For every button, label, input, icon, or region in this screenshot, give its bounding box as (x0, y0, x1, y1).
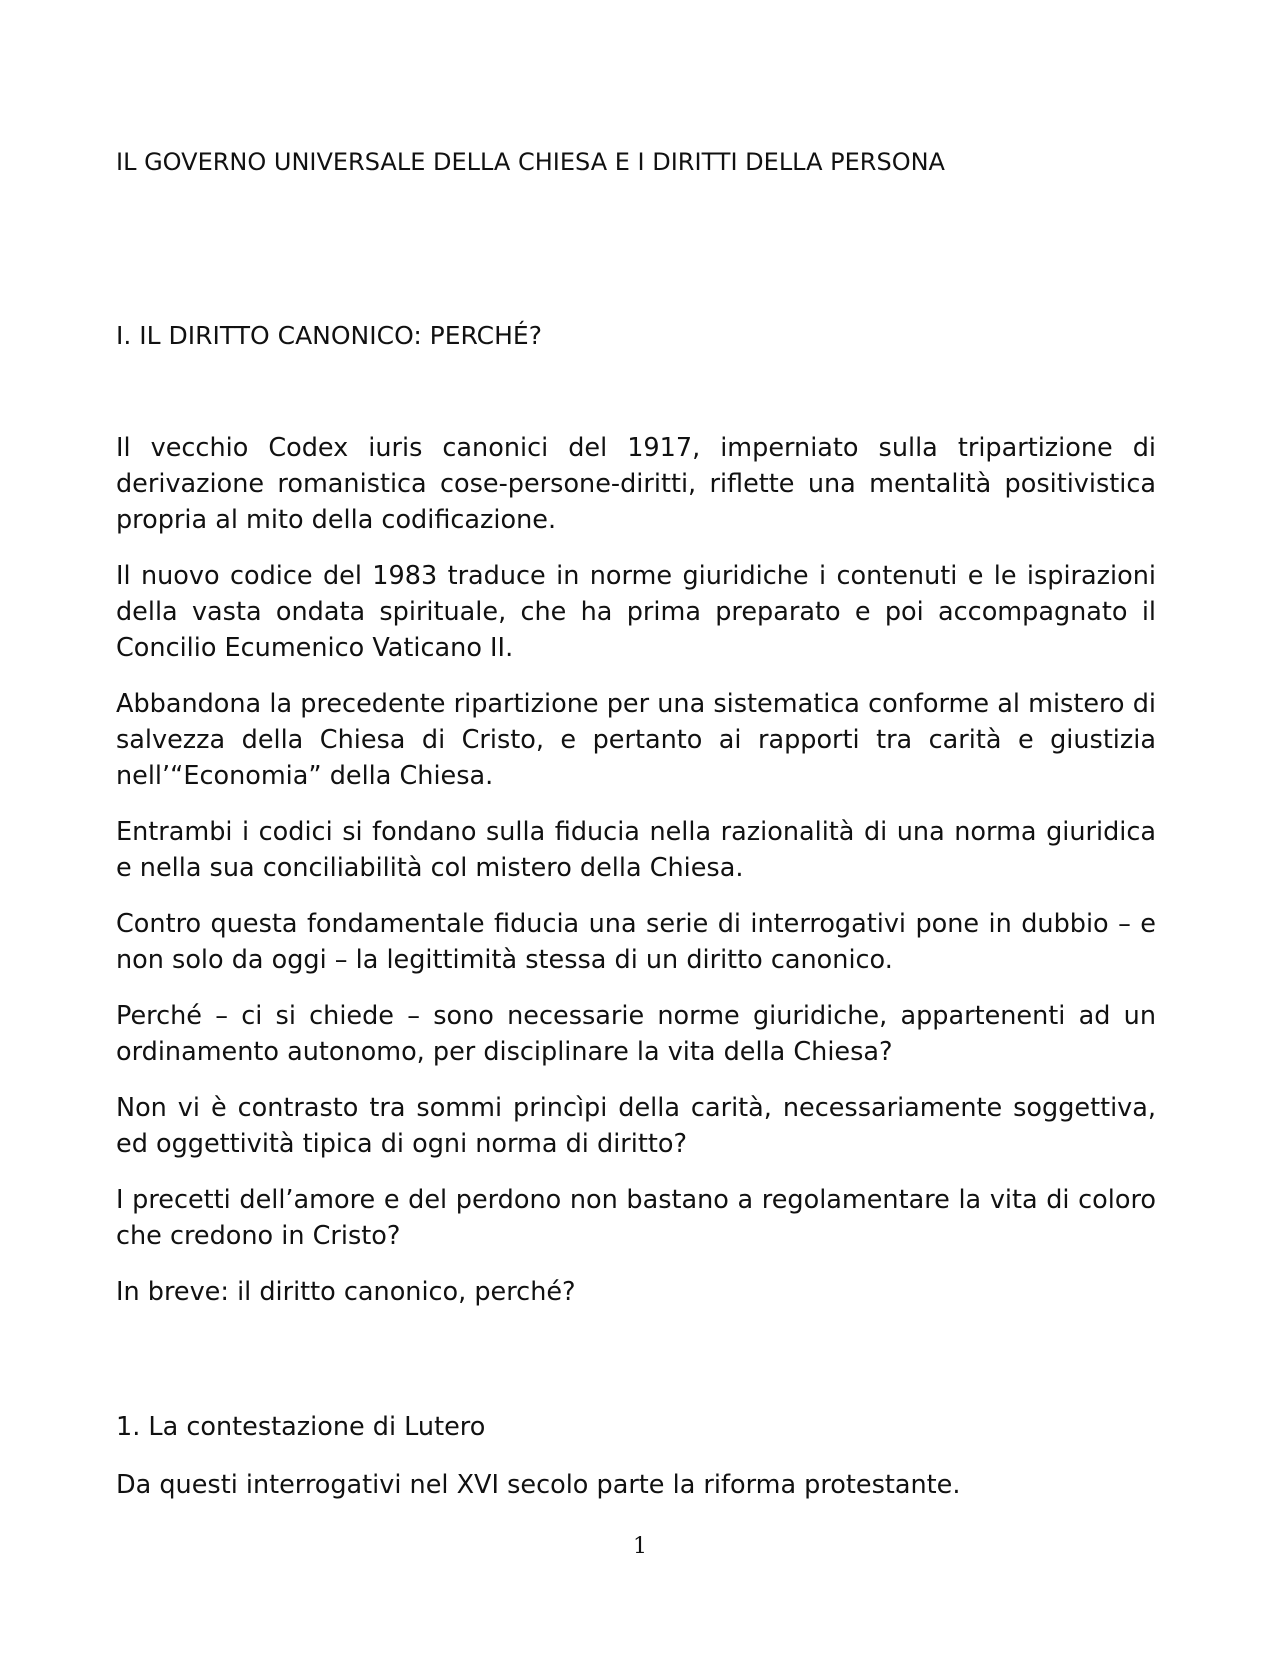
document-title: IL GOVERNO UNIVERSALE DELLA CHIESA E I DIRITTI DELLA PERSONA (116, 148, 945, 176)
paragraph: Abbandona la precedente ripartizione per una sistematica conforme al mistero di salvezza della Chiesa di Cristo, e pertanto ai rapporti tra carità e giustizia nell’“Economia” della Chiesa. (116, 689, 1156, 791)
paragraph: Entrambi i codici si fondano sulla fiducia nella razionalità di una norma giuridica e nella sua conciliabilità col mistero della Chiesa. (116, 817, 1156, 883)
paragraph: I precetti dell’amore e del perdono non bastano a regolamentare la vita di coloro che credono in Cristo? (116, 1185, 1156, 1251)
body-text (116, 430, 1156, 1330)
paragraph: Il vecchio Codex iuris canonici del 1917, imperniato sulla tripartizione di derivazione romanistica cose-persone-diritti, riflette una mentalità positivistica propria al mito della codificazione. (116, 433, 1156, 535)
section-heading: I. IL DIRITTO CANONICO: PERCHÉ? (116, 321, 543, 350)
paragraph: Perché – ci si chiede – sono necessarie norme giuridiche, appartenenti ad un ordinamento autonomo, per disciplinare la vita della Chiesa? (116, 1001, 1156, 1067)
paragraph: In breve: il diritto canonico, perché? (116, 1277, 576, 1307)
paragraph: Contro questa fondamentale fiducia una serie di interrogativi pone in dubbio – e non solo da oggi – la legittimità stessa di un diritto canonico. (116, 909, 1156, 975)
page-number: 1 (633, 1534, 647, 1559)
subsection-heading: 1. La contestazione di Lutero (116, 1412, 486, 1442)
paragraph: Da questi interrogativi nel XVI secolo parte la riforma protestante. (116, 1470, 961, 1500)
paragraph: Non vi è contrasto tra sommi princìpi della carità, necessariamente soggettiva, ed oggettività tipica di ogni norma di diritto? (116, 1093, 1156, 1159)
paragraph: Il nuovo codice del 1983 traduce in norme giuridiche i contenuti e le ispirazioni della vasta ondata spirituale, che ha prima preparato e poi accompagnato il Concilio Ecumenico Vaticano II. (116, 561, 1156, 663)
